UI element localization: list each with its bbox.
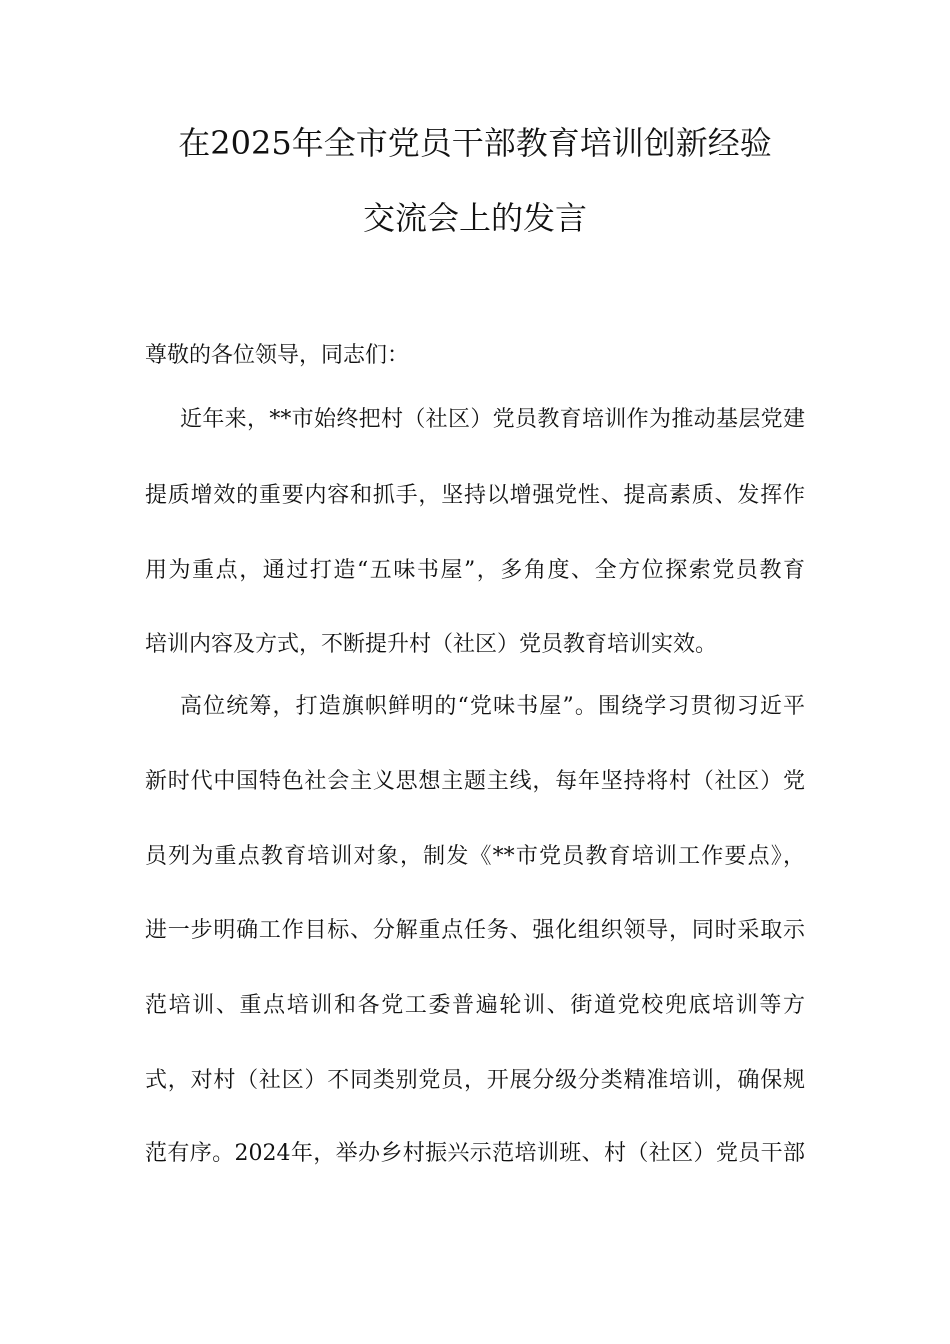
text-line: 范培训、重点培训和各党工委普遍轮训、街道党校兜底培训等方 <box>145 993 805 1018</box>
title-line-2: 交流会上的发言 <box>362 199 587 237</box>
text-line: 高位统筹，打造旗帜鲜明的“党味书屋”。围绕学习贯彻习近平 <box>180 694 805 719</box>
text-line: 新时代中国特色社会主义思想主题主线，每年坚持将村（社区）党 <box>145 769 805 794</box>
text-line: 用为重点，通过打造“五味书屋”，多角度、全方位探索党员教育 <box>145 558 805 583</box>
text-line: 近年来，**市始终把村（社区）党员教育培训作为推动基层党建 <box>180 407 805 432</box>
text-line: 式，对村（社区）不同类别党员，开展分级分类精准培训，确保规 <box>145 1068 805 1093</box>
text-line: 员列为重点教育培训对象，制发《**市党员教育培训工作要点》， <box>145 844 805 869</box>
text-line: 进一步明确工作目标、分解重点任务、强化组织领导，同时采取示 <box>145 918 805 943</box>
title-line-1: 在2025年全市党员干部教育培训创新经验 <box>178 124 772 162</box>
salutation: 尊敬的各位领导，同志们： <box>145 343 410 368</box>
text-line: 范有序。2024年，举办乡村振兴示范培训班、村（社区）党员干部 <box>145 1141 805 1166</box>
text-line: 提质增效的重要内容和抓手，坚持以增强党性、提高素质、发挥作 <box>145 483 805 508</box>
text-line: 培训内容及方式，不断提升村（社区）党员教育培训实效。 <box>145 632 718 657</box>
